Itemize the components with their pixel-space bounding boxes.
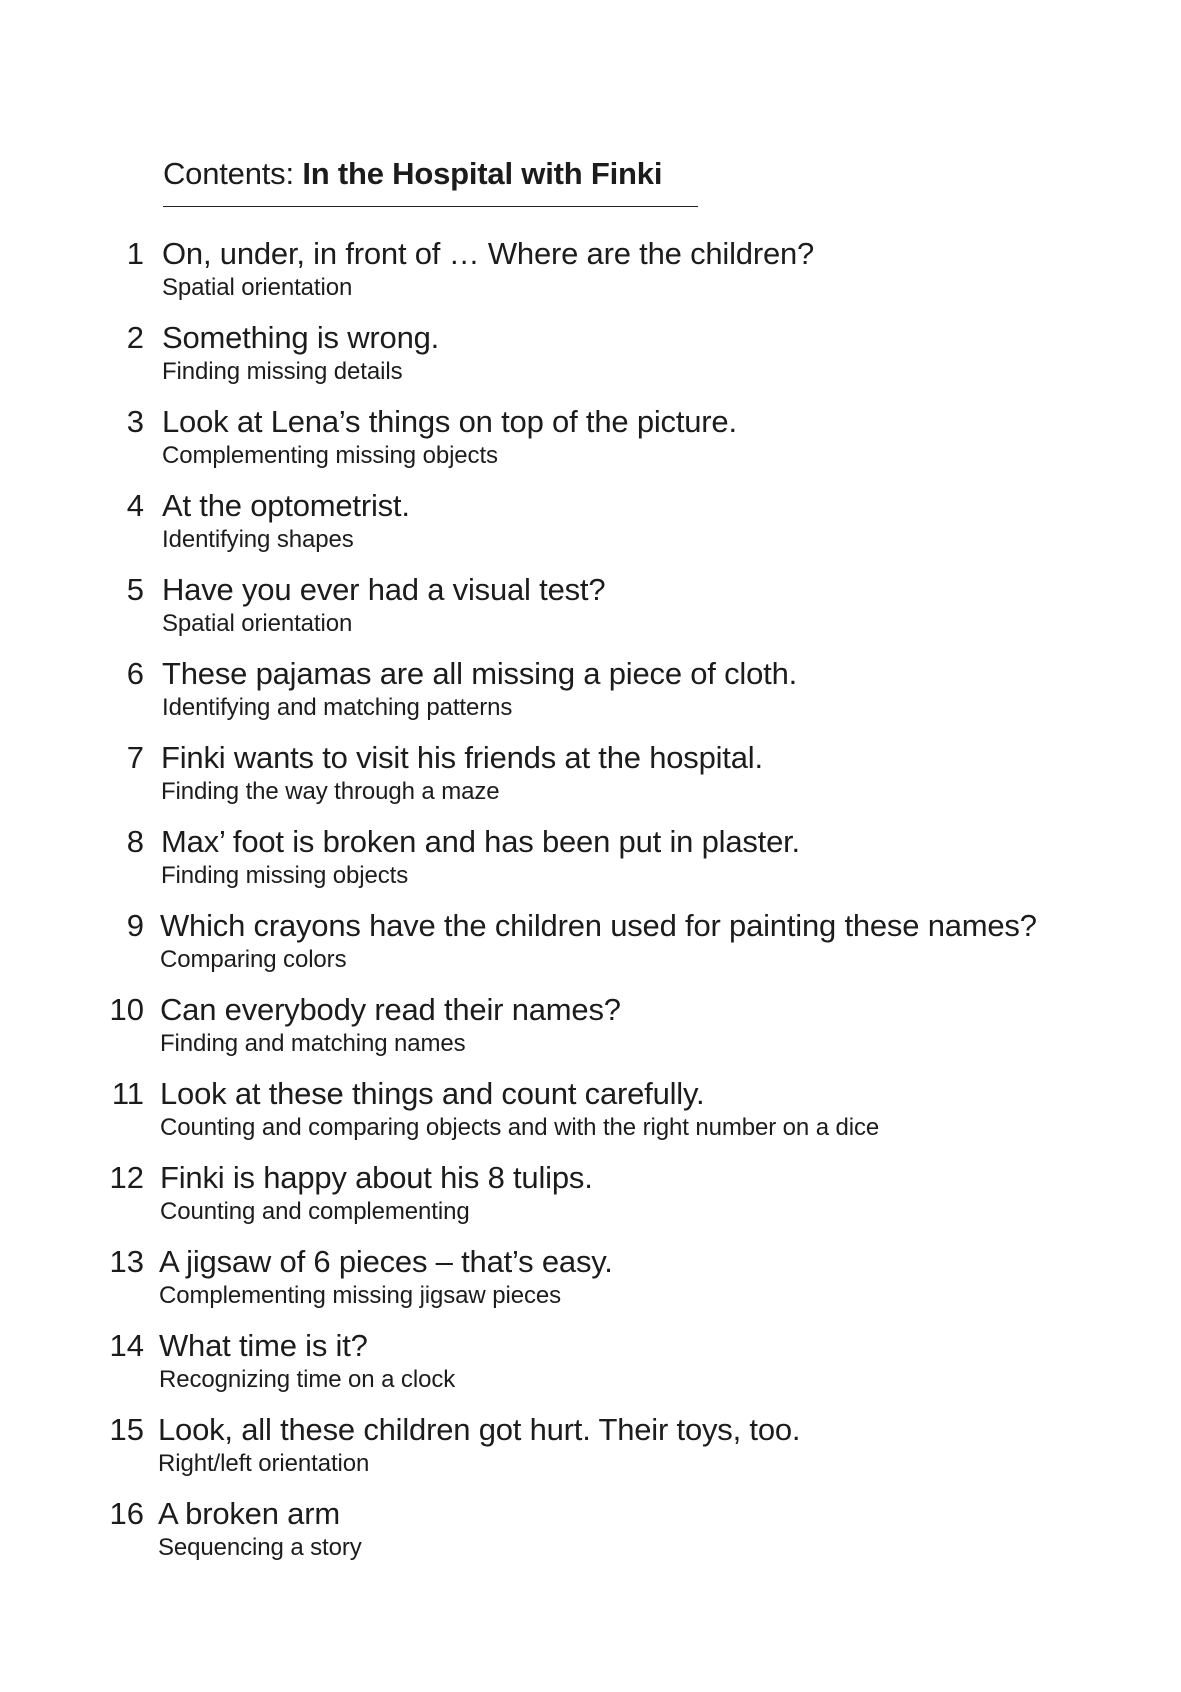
entry-title: Look at these things and count carefully. — [160, 1076, 705, 1111]
contents-entry — [0, 1328, 1181, 1412]
entry-number: 11 — [111, 1076, 144, 1111]
entry-title: These pajamas are all missing a piece of cloth. — [162, 656, 798, 691]
entry-title: A jigsaw of 6 pieces – that’s easy. — [159, 1244, 613, 1279]
entry-title: Look at Lena’s things on top of the picture. — [162, 404, 737, 439]
entry-title: A broken arm — [158, 1496, 340, 1531]
entry-number: 13 — [109, 1244, 144, 1279]
contents-entry — [0, 824, 1181, 908]
entry-title: On, under, in front of … Where are the children? — [162, 236, 815, 271]
entry-number: 9 — [126, 908, 144, 943]
entry-number: 7 — [126, 740, 144, 775]
contents-entry — [0, 1076, 1181, 1160]
contents-title: In the Hospital with Finki — [302, 156, 663, 191]
entry-subtitle: Complementing missing jigsaw pieces — [159, 1282, 562, 1309]
contents-entry — [0, 404, 1181, 488]
entry-subtitle: Finding missing objects — [161, 862, 409, 889]
entry-title: Max’ foot is broken and has been put in plaster. — [161, 824, 800, 859]
contents-entry — [0, 1412, 1181, 1496]
contents-entry — [0, 572, 1181, 656]
entry-title: At the optometrist. — [162, 488, 410, 523]
entry-subtitle: Finding the way through a maze — [161, 778, 500, 805]
entry-number: 14 — [109, 1328, 144, 1363]
entry-subtitle: Recognizing time on a clock — [159, 1366, 456, 1393]
entry-subtitle: Finding missing details — [162, 358, 403, 385]
contents-label: Contents: — [163, 156, 294, 191]
contents-entry — [0, 656, 1181, 740]
entry-number: 6 — [126, 656, 144, 691]
entry-number: 1 — [126, 236, 144, 271]
contents-entry — [0, 1496, 1181, 1580]
entry-number: 10 — [109, 992, 144, 1027]
entry-subtitle: Identifying shapes — [162, 526, 354, 553]
contents-heading — [163, 156, 662, 192]
entry-title: Finki is happy about his 8 tulips. — [160, 1160, 593, 1195]
entry-subtitle: Spatial orientation — [162, 610, 353, 637]
entry-number: 12 — [109, 1160, 144, 1195]
heading-underline — [163, 206, 698, 207]
entry-number: 8 — [126, 824, 144, 859]
entry-subtitle: Sequencing a story — [158, 1534, 362, 1561]
entry-subtitle: Identifying and matching patterns — [162, 694, 513, 721]
entry-title: Something is wrong. — [162, 320, 440, 355]
entry-subtitle: Complementing missing objects — [162, 442, 498, 469]
entry-subtitle: Right/left orientation — [158, 1450, 370, 1477]
entry-number: 15 — [109, 1412, 144, 1447]
entry-subtitle: Finding and matching names — [160, 1030, 466, 1057]
entry-number: 16 — [109, 1496, 144, 1531]
entry-subtitle: Spatial orientation — [162, 274, 353, 301]
contents-entry — [0, 236, 1181, 320]
contents-entry — [0, 992, 1181, 1076]
entry-subtitle: Counting and comparing objects and with the right number on a dice — [160, 1114, 880, 1141]
contents-entry — [0, 740, 1181, 824]
contents-list — [0, 236, 1181, 1580]
entry-title: Have you ever had a visual test? — [162, 572, 606, 607]
contents-entry — [0, 1160, 1181, 1244]
entry-number: 3 — [126, 404, 144, 439]
entry-subtitle: Counting and complementing — [160, 1198, 470, 1225]
entry-title: Which crayons have the children used for painting these names? — [160, 908, 1037, 943]
entry-number: 2 — [126, 320, 144, 355]
entry-number: 5 — [126, 572, 144, 607]
entry-title: Look, all these children got hurt. Their toys, too. — [158, 1412, 801, 1447]
contents-entry — [0, 488, 1181, 572]
contents-entry — [0, 320, 1181, 404]
entry-title: What time is it? — [159, 1328, 368, 1363]
entry-title: Can everybody read their names? — [160, 992, 621, 1027]
entry-title: Finki wants to visit his friends at the hospital. — [161, 740, 763, 775]
entry-number: 4 — [126, 488, 144, 523]
entry-subtitle: Comparing colors — [160, 946, 347, 973]
contents-entry — [0, 1244, 1181, 1328]
contents-entry — [0, 908, 1181, 992]
